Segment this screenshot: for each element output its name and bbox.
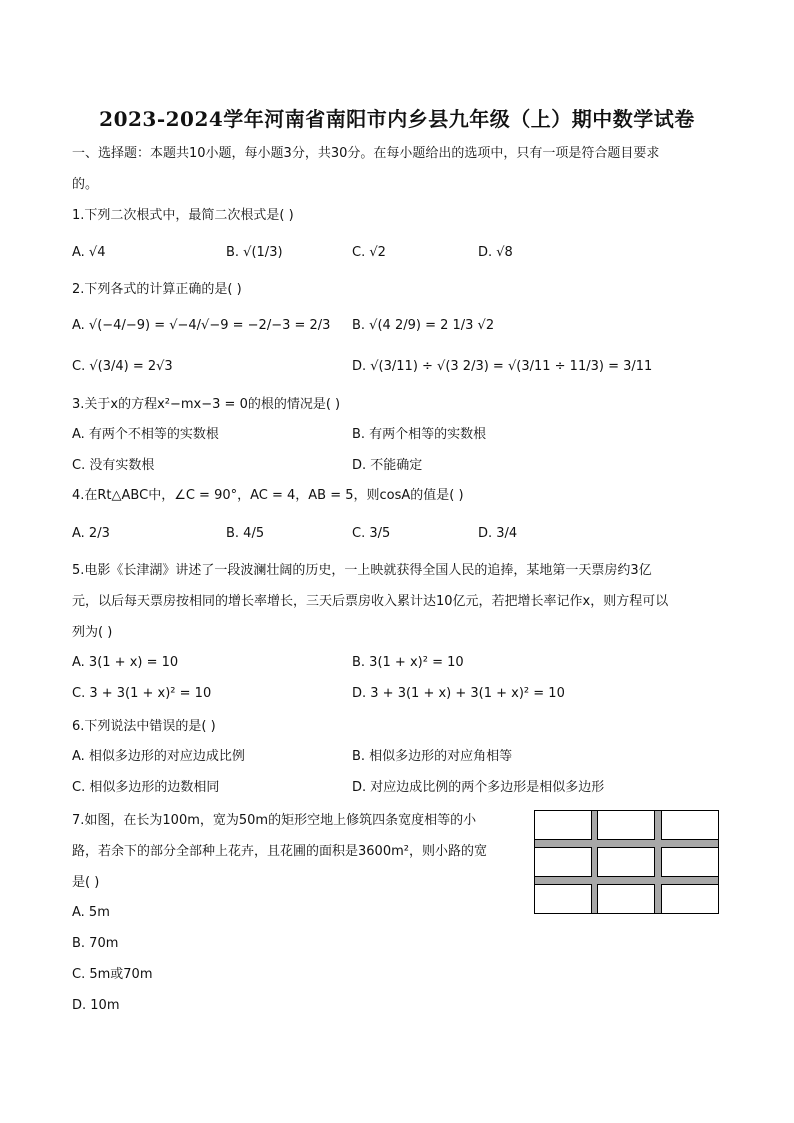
section-instruction-line-1: 一、选择题：本题共10小题，每小题3分，共30分。在每小题给出的选项中，只有一项是符合题目要求: [72, 146, 660, 161]
q1-option-c: C. √2: [352, 245, 386, 260]
question-7-stem-line-1: 7.如图，在长为100m，宽为50m的矩形空地上修筑四条宽度相等的小: [72, 813, 477, 828]
flower-bed: [597, 884, 655, 914]
q5-option-b: B. 3(1 + x)² = 10: [352, 655, 464, 670]
q4-option-d: D. 3/4: [478, 526, 518, 541]
q5-option-c: C. 3 + 3(1 + x)² = 10: [72, 686, 212, 701]
question-6-stem: 6.下列说法中错误的是( ): [72, 719, 216, 734]
flower-bed: [534, 810, 592, 840]
q1-option-d: D. √8: [478, 245, 513, 260]
q6-option-a: A. 相似多边形的对应边成比例: [72, 749, 245, 764]
flower-bed: [597, 847, 655, 877]
section-instruction-line-2: 的。: [72, 177, 99, 192]
flower-bed: [597, 810, 655, 840]
q3-option-c: C. 没有实数根: [72, 458, 155, 473]
q2-option-a: A. √(−4/−9) = √−4/√−9 = −2/−3 = 2/3: [72, 318, 331, 333]
q6-option-c: C. 相似多边形的边数相同: [72, 780, 220, 795]
flower-bed: [534, 884, 592, 914]
q2-option-b: B. √(4 2/9) = 2 1/3 √2: [352, 318, 495, 333]
q2-option-c: C. √(3/4) = 2√3: [72, 359, 173, 374]
q3-option-a: A. 有两个不相等的实数根: [72, 427, 219, 442]
q4-option-b: B. 4/5: [226, 526, 265, 541]
question-2-stem: 2.下列各式的计算正确的是( ): [72, 282, 242, 297]
garden-paths-figure: [534, 810, 719, 914]
q4-option-c: C. 3/5: [352, 526, 391, 541]
q7-option-b: B. 70m: [72, 936, 119, 951]
q5-option-d: D. 3 + 3(1 + x) + 3(1 + x)² = 10: [352, 686, 565, 701]
q3-option-b: B. 有两个相等的实数根: [352, 427, 487, 442]
page-title: 2023-2024学年河南省南阳市内乡县九年级（上）期中数学试卷: [99, 107, 695, 131]
q2-option-d: D. √(3/11) ÷ √(3 2/3) = √(3/11 ÷ 11/3) = 3/11: [352, 359, 653, 374]
question-5-stem-line-2: 元，以后每天票房按相同的增长率增长，三天后票房收入累计达10亿元，若把增长率记作x，则方程可以: [72, 594, 669, 609]
question-1-stem: 1.下列二次根式中，最简二次根式是( ): [72, 208, 294, 223]
q7-option-a: A. 5m: [72, 905, 110, 920]
q5-option-a: A. 3(1 + x) = 10: [72, 655, 179, 670]
q1-option-a: A. √4: [72, 245, 106, 260]
question-5-stem-line-1: 5.电影《长津湖》讲述了一段波澜壮阔的历史，一上映就获得全国人民的追捧，某地第一天票房约3亿: [72, 563, 652, 578]
question-3-stem: 3.关于x的方程x²−mx−3 = 0的根的情况是( ): [72, 397, 341, 412]
flower-bed: [661, 810, 719, 840]
q6-option-b: B. 相似多边形的对应角相等: [352, 749, 513, 764]
q3-option-d: D. 不能确定: [352, 458, 423, 473]
q4-option-a: A. 2/3: [72, 526, 110, 541]
flower-bed: [534, 847, 592, 877]
question-7-stem-line-3: 是( ): [72, 875, 100, 890]
flower-bed: [661, 884, 719, 914]
q1-option-b: B. √(1/3): [226, 245, 283, 260]
question-7-stem-line-2: 路，若余下的部分全部种上花卉，且花圃的面积是3600m²，则小路的宽: [72, 844, 487, 859]
question-5-stem-line-3: 列为( ): [72, 625, 113, 640]
q7-option-c: C. 5m或70m: [72, 967, 153, 982]
q7-option-d: D. 10m: [72, 998, 120, 1013]
flower-bed: [661, 847, 719, 877]
q6-option-d: D. 对应边成比例的两个多边形是相似多边形: [352, 780, 605, 795]
question-4-stem: 4.在Rt△ABC中，∠C = 90°，AC = 4，AB = 5，则cosA的值是( ): [72, 488, 464, 503]
